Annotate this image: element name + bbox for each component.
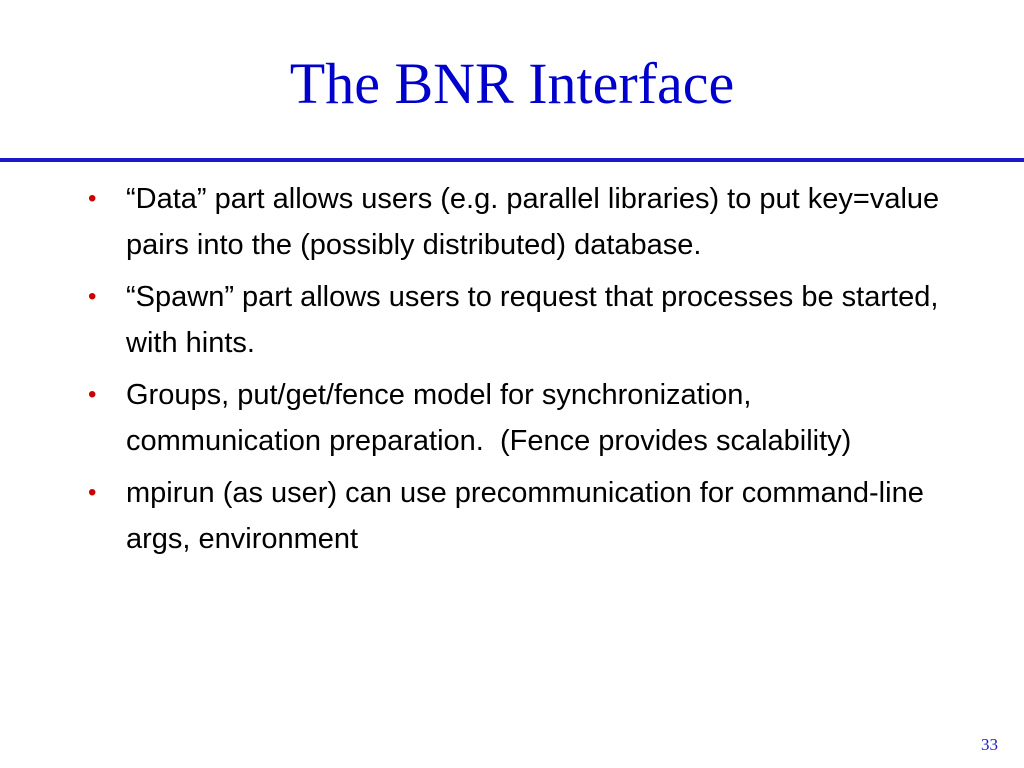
- bullet-icon: •: [88, 283, 97, 310]
- bullet-text: Groups, put/get/fence model for synchronization, communication preparation. (Fence provides scalability): [126, 379, 852, 457]
- page-number: 33: [981, 735, 998, 754]
- bullet-item-spawn: [82, 274, 947, 366]
- bullet-icon: •: [88, 479, 97, 506]
- bullet-icon: •: [88, 381, 97, 408]
- bullet-item-groups: [82, 372, 942, 464]
- bullet-item-data: [82, 176, 948, 268]
- slide-title: The BNR Interface: [289, 51, 735, 116]
- bullet-text: mpirun (as user) can use precommunication for command-line args, environment: [126, 477, 932, 555]
- bullet-text: “Spawn” part allows users to request that processes be started, with hints.: [126, 281, 947, 359]
- bullet-icon: •: [88, 185, 97, 212]
- title-divider: [0, 158, 1024, 162]
- bullet-text: “Data” part allows users (e.g. parallel libraries) to put key=value pairs into the (possibly distributed) database.: [126, 183, 948, 261]
- bullet-list: [82, 176, 948, 568]
- bullet-item-mpirun: [82, 470, 942, 562]
